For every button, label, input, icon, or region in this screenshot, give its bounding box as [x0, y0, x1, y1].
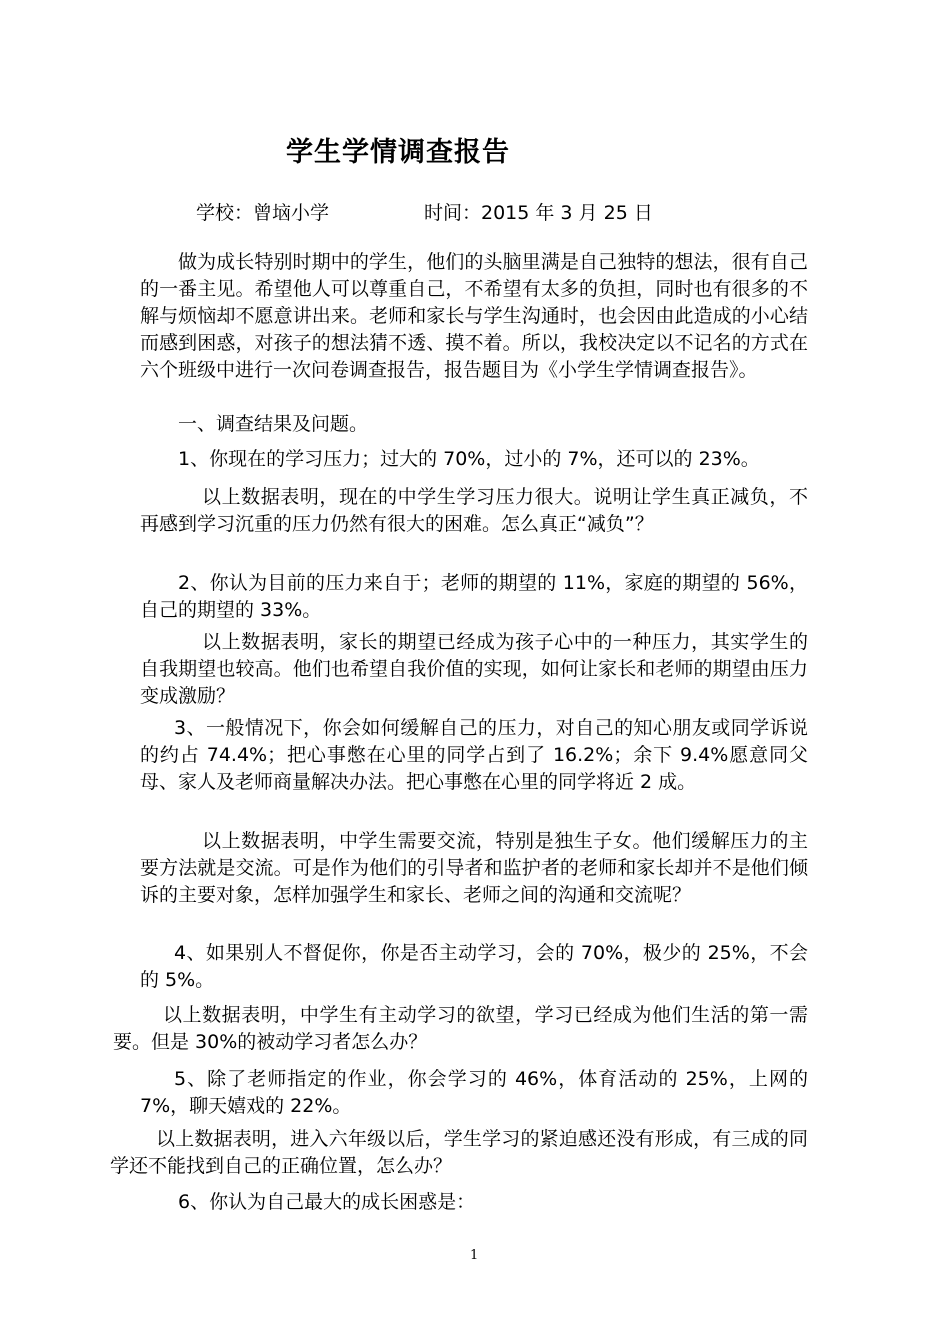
- school-label: 学校：曾垴小学: [196, 202, 330, 224]
- question-2: 2、你认为目前的压力来自于；老师的期望的 11%，家庭的期望的 56%，自己的期望的 33%。: [140, 572, 808, 621]
- analysis-3: 以上数据表明，中学生需要交流，特别是独生子女。他们缓解压力的主要方法就是交流。可是作为他们的引导者和监护者的老师和家长却并不是他们倾诉的主要对象，怎样加强学生和家长、老师之间的沟通和交流呢？: [140, 830, 808, 906]
- page-number: 1: [470, 1248, 479, 1263]
- intro-paragraph: 做为成长特别时期中的学生，他们的头脑里满是自己独特的想法，很有自己的一番主见。希望他人可以尊重自己，不希望有太多的负担，同时也有很多的不解与烦恼却不愿意讲出来。老师和家长与学生沟通时，也会因由此造成的小心结而感到困惑，对孩子的想法猜不透、摸不着。所以，我校决定以不记名的方式在六个班级中进行一次问卷调查报告，报告题目为《小学生学情调查报告》。: [140, 251, 808, 381]
- analysis-2: 以上数据表明，家长的期望已经成为孩子心中的一种压力，其实学生的自我期望也较高。他们也希望自我价值的实现，如何让家长和老师的期望由压力变成激励？: [140, 631, 808, 707]
- report-title: 学生学情调查报告: [286, 137, 510, 168]
- question-5: 5、除了老师指定的作业，你会学习的 46%，体育活动的 25%，上网的 7%，聊天嬉戏的 22%。: [140, 1068, 808, 1117]
- analysis-4: 以上数据表明，中学生有主动学习的欲望，学习已经成为他们生活的第一需要。但是 30%的被动学习者怎么办？: [113, 1004, 808, 1053]
- question-3: 3、一般情况下，你会如何缓解自己的压力，对自己的知心朋友或同学诉说的约占 74.4%；把心事憋在心里的同学占到了 16.2%；余下 9.4%愿意同父母、家人及老师商量解决办法。把心事憋在心里的同学将近 2 成。: [140, 717, 808, 793]
- analysis-5: 以上数据表明，进入六年级以后，学生学习的紧迫感还没有形成，有三成的同学还不能找到自己的正确位置，怎么办？: [110, 1128, 808, 1177]
- date-label: 时间：2015 年 3 月 25 日: [424, 202, 653, 224]
- question-6: 6、你认为自己最大的成长困惑是：: [178, 1191, 476, 1213]
- question-1: 1、你现在的学习压力；过大的 70%，过小的 7%，还可以的 23%。: [178, 448, 760, 470]
- question-4: 4、如果别人不督促你，你是否主动学习，会的 70%，极少的 25%，不会的 5%。: [140, 942, 808, 991]
- analysis-1: 以上数据表明，现在的中学生学习压力很大。说明让学生真正减负，不再感到学习沉重的压力仍然有很大的困难。怎么真正“减负”？: [140, 486, 808, 535]
- section-heading: 一、调查结果及问题。: [178, 413, 369, 435]
